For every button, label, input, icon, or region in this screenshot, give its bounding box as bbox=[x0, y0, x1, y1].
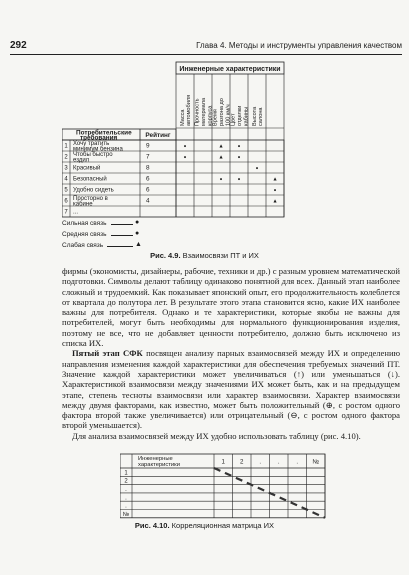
legend-medium-label: Средняя связь bbox=[62, 231, 107, 238]
eng-column-label-line: Время bbox=[212, 109, 219, 126]
legend-weak-label: Слабая связь bbox=[62, 242, 104, 249]
eng-column-label-line: салона bbox=[258, 107, 265, 126]
requirement-text-line2: ездил bbox=[73, 157, 90, 164]
relation-mark: ● bbox=[183, 154, 187, 160]
matrix-row-header: 2 bbox=[124, 478, 128, 485]
chapter-title: Глава 4. Методы и инструменты управления качеством bbox=[196, 41, 402, 50]
correlation-matrix bbox=[120, 453, 326, 519]
relation-mark: ● bbox=[183, 143, 187, 149]
caption-text: Корреляционная матрица ИХ bbox=[171, 521, 275, 530]
relation-mark: ▲ bbox=[272, 198, 278, 205]
eng-column-label-line: отделки bbox=[237, 105, 243, 126]
relation-mark: ● bbox=[237, 143, 241, 149]
hoq-table bbox=[62, 60, 356, 220]
eng-column-label-line: корпуса bbox=[207, 105, 214, 126]
eng-column-label-line: материала bbox=[201, 97, 207, 126]
group-header: Инженерные характеристики bbox=[179, 66, 281, 73]
matrix-row-header: . bbox=[125, 503, 127, 510]
corner-label: Инженерные bbox=[138, 456, 173, 462]
row-number: 1 bbox=[64, 143, 68, 150]
rating-header: Рейтинг bbox=[145, 132, 171, 139]
page-header bbox=[10, 40, 402, 53]
matrix-col-header: 2 bbox=[240, 458, 244, 466]
rating-value: 6 bbox=[146, 175, 150, 183]
row-number: 6 bbox=[64, 198, 68, 205]
requirement-text: Красивый bbox=[73, 165, 101, 172]
relation-mark: ▲ bbox=[272, 176, 278, 183]
row-number: 2 bbox=[64, 154, 68, 161]
legend-strong bbox=[62, 219, 140, 227]
eng-column-label-line: кабины bbox=[243, 106, 250, 126]
legend-medium-mark: ● bbox=[135, 230, 140, 237]
eng-column-label bbox=[252, 106, 264, 126]
matrix-col-header: . bbox=[296, 458, 299, 466]
rating-value: 9 bbox=[146, 142, 150, 150]
paragraph-2-lead: Пятый этап СФК bbox=[72, 348, 143, 359]
rating-value: 6 bbox=[146, 186, 150, 194]
eng-column-label bbox=[231, 106, 250, 126]
eng-column-label-line: Цвет bbox=[230, 113, 237, 126]
relation-mark: ▲ bbox=[218, 143, 224, 150]
requirement-text-line2: минимум бензина bbox=[73, 146, 123, 153]
eng-column-label-line: Высота bbox=[251, 106, 258, 126]
matrix-col-header: . bbox=[259, 458, 262, 466]
body-text bbox=[62, 266, 400, 441]
eng-column-label-line: 100 км/ч bbox=[225, 104, 232, 126]
rating-value: 8 bbox=[146, 164, 150, 172]
relation-mark: ▲ bbox=[218, 154, 224, 161]
page-number: 292 bbox=[10, 40, 27, 51]
legend-strong-label: Сильная связь bbox=[62, 220, 107, 227]
eng-column-label-line: Масса bbox=[179, 109, 186, 126]
row-number: 5 bbox=[64, 187, 68, 194]
requirement-text: Чтобы быстро bbox=[73, 151, 113, 158]
eng-column-label bbox=[213, 98, 232, 126]
paragraph-2-text: посвящен анализу парных взаимосвязей между ИХ и определению направления изменения каждой характеристики для обеспечения требуемых значений ПТ. Значение каждой характеристики может увеличиваться (↑) или уменьшаться (↓). Характеристикой взаимосвязи между значениями ИХ может быть, как и на предыдущем этапе, степень тесноты взаимосвязи или характер взаимосвязи. Характер взаимосвязи между двумя факторами, как известно, может быть положительный (⊕, с ростом одного фактора второй также увеличивается) или отрицательный (⊖, с ростом одного фактора второй уменьшается). bbox=[62, 348, 400, 431]
figure-4-10-caption bbox=[0, 521, 409, 530]
relation-mark: ● bbox=[219, 176, 223, 182]
matrix-row-header: . bbox=[125, 495, 127, 502]
eng-column-label bbox=[195, 97, 214, 126]
matrix-row-header: 1 bbox=[124, 470, 128, 477]
row-number: 7 bbox=[64, 209, 68, 216]
customer-req-header: Потребительские bbox=[76, 129, 132, 137]
eng-column-label-line: Прочность bbox=[194, 98, 201, 126]
matrix-row-header: . bbox=[125, 486, 127, 493]
paragraph-3: Для анализа взаимосвязей между ИХ удобно использовать таблицу (рис. 4.10). bbox=[72, 430, 361, 441]
figure-4-9-caption bbox=[0, 251, 409, 260]
figure-4-10 bbox=[120, 453, 326, 519]
requirement-text: Безопасный bbox=[73, 176, 107, 183]
rating-value: 7 bbox=[146, 153, 150, 161]
row-number: 3 bbox=[64, 165, 68, 172]
legend-strong-mark: ● bbox=[135, 219, 140, 226]
relation-mark: ● bbox=[237, 176, 241, 182]
matrix-row-header: № bbox=[122, 511, 130, 518]
relation-mark: ● bbox=[237, 154, 241, 160]
relation-mark: ● bbox=[255, 165, 259, 171]
customer-req-header-line2: требования bbox=[80, 134, 118, 142]
caption-label: Рис. 4.9. bbox=[150, 251, 181, 260]
paragraph-2 bbox=[62, 348, 400, 430]
legend-medium bbox=[62, 230, 140, 238]
requirement-text: Удобно сидеть bbox=[73, 187, 114, 194]
eng-column-label-line: автомобиля bbox=[186, 94, 193, 126]
matrix-col-header: 1 bbox=[221, 458, 225, 466]
caption-text: Взаимосвязи ПТ и ИХ bbox=[182, 251, 259, 260]
corner-label-line2: характеристики bbox=[138, 462, 180, 468]
matrix-col-header: . bbox=[277, 458, 280, 466]
caption-label: Рис. 4.10. bbox=[134, 521, 170, 530]
legend-weak bbox=[62, 241, 142, 249]
row-number: 4 bbox=[64, 176, 68, 183]
figure-4-9 bbox=[62, 60, 356, 220]
eng-column-label-line: разгона до bbox=[219, 98, 225, 126]
relation-mark: ● bbox=[273, 187, 277, 193]
eng-column-label bbox=[180, 95, 192, 126]
requirement-text: ... bbox=[73, 209, 79, 216]
matrix-col-header: № bbox=[312, 458, 320, 466]
requirement-text-line2: кабине bbox=[73, 201, 93, 208]
paragraph-1: фирмы (экономисты, дизайнеры, рабочие, техники и др.) с разным уровнем математической подготовки. Символы делают таблицу одинаково понятной для всех. Данный этап наиболее сложный и трудоемкий. Как показывает японский опыт, его продолжительность колеблется от квартала до полутора лет. В результате этого этапа становится ясно, какие ИХ наиболее важны для потребителя. Однако и те характеристики, которые якобы не важны для потребителей, могут быть необходимы для нормального функционирования изделия, поэтому не все, что не добавляет ценности потребителю, должно быть исключено из списка ИХ. bbox=[62, 266, 400, 349]
legend-weak-mark: ▲ bbox=[135, 241, 142, 248]
rating-value: 4 bbox=[146, 197, 150, 205]
requirement-text: Просторно в bbox=[73, 195, 108, 202]
requirement-text: Хочу тратить bbox=[73, 140, 110, 147]
header-rule bbox=[10, 54, 402, 55]
